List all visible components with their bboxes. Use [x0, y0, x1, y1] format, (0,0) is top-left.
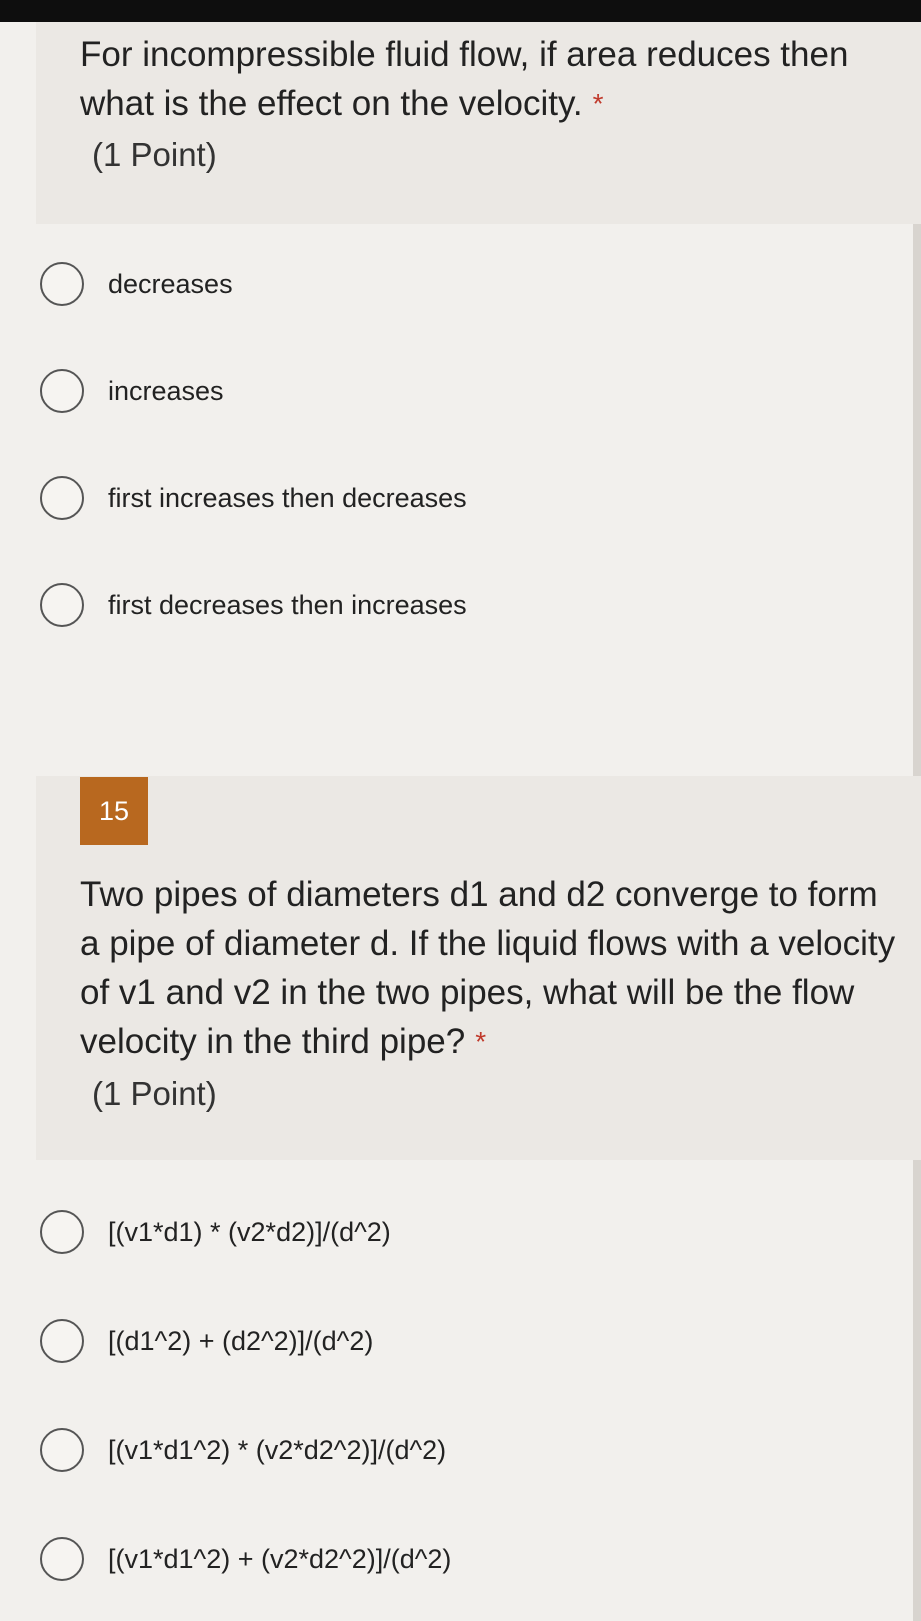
q1-option-increases[interactable]: [40, 369, 880, 413]
option-label: decreases: [108, 268, 233, 299]
radio-button[interactable]: [40, 262, 84, 306]
radio-button[interactable]: [40, 1319, 84, 1363]
q2-option-2[interactable]: [40, 1319, 880, 1363]
q2-option-4[interactable]: [40, 1537, 880, 1581]
question-1-title: [80, 30, 900, 128]
status-bar: [0, 0, 921, 22]
option-label: [(d1^2) + (d2^2)]/(d^2): [108, 1325, 374, 1356]
option-label: [(v1*d1^2) * (v2*d2^2)]/(d^2): [108, 1434, 447, 1465]
q2-option-1[interactable]: [40, 1210, 880, 1254]
question-2-points: (1 Point): [92, 1075, 217, 1112]
radio-button[interactable]: [40, 1428, 84, 1472]
option-label: first increases then decreases: [108, 482, 467, 513]
radio-button[interactable]: [40, 1537, 84, 1581]
question-2-text: Two pipes of diameters d1 and d2 converge to form a pipe of diameter d. If the liquid flows with a velocity of v1 and v2 in the two pipes, what will be the flow velocity in the third pipe?: [80, 875, 896, 1061]
radio-button[interactable]: [40, 369, 84, 413]
q1-option-first-increases-then-decreases[interactable]: [40, 476, 880, 520]
q1-option-first-decreases-then-increases[interactable]: [40, 583, 880, 627]
option-label: [(v1*d1^2) + (v2*d2^2)]/(d^2): [108, 1543, 452, 1574]
option-label: [(v1*d1) * (v2*d2)]/(d^2): [108, 1216, 391, 1247]
question-2-title: [80, 870, 900, 1066]
question-number-badge: 15: [80, 777, 148, 845]
option-label: increases: [108, 375, 224, 406]
required-marker: *: [592, 88, 604, 119]
question-1-points: (1 Point): [92, 136, 217, 173]
question-1-text: For incompressible fluid flow, if area reduces then what is the effect on the velocity.: [80, 35, 849, 123]
radio-button[interactable]: [40, 476, 84, 520]
option-label: first decreases then increases: [108, 589, 467, 620]
required-marker: *: [475, 1026, 487, 1057]
radio-button[interactable]: [40, 583, 84, 627]
radio-button[interactable]: [40, 1210, 84, 1254]
q1-option-decreases[interactable]: [40, 262, 880, 306]
q2-option-3[interactable]: [40, 1428, 880, 1472]
